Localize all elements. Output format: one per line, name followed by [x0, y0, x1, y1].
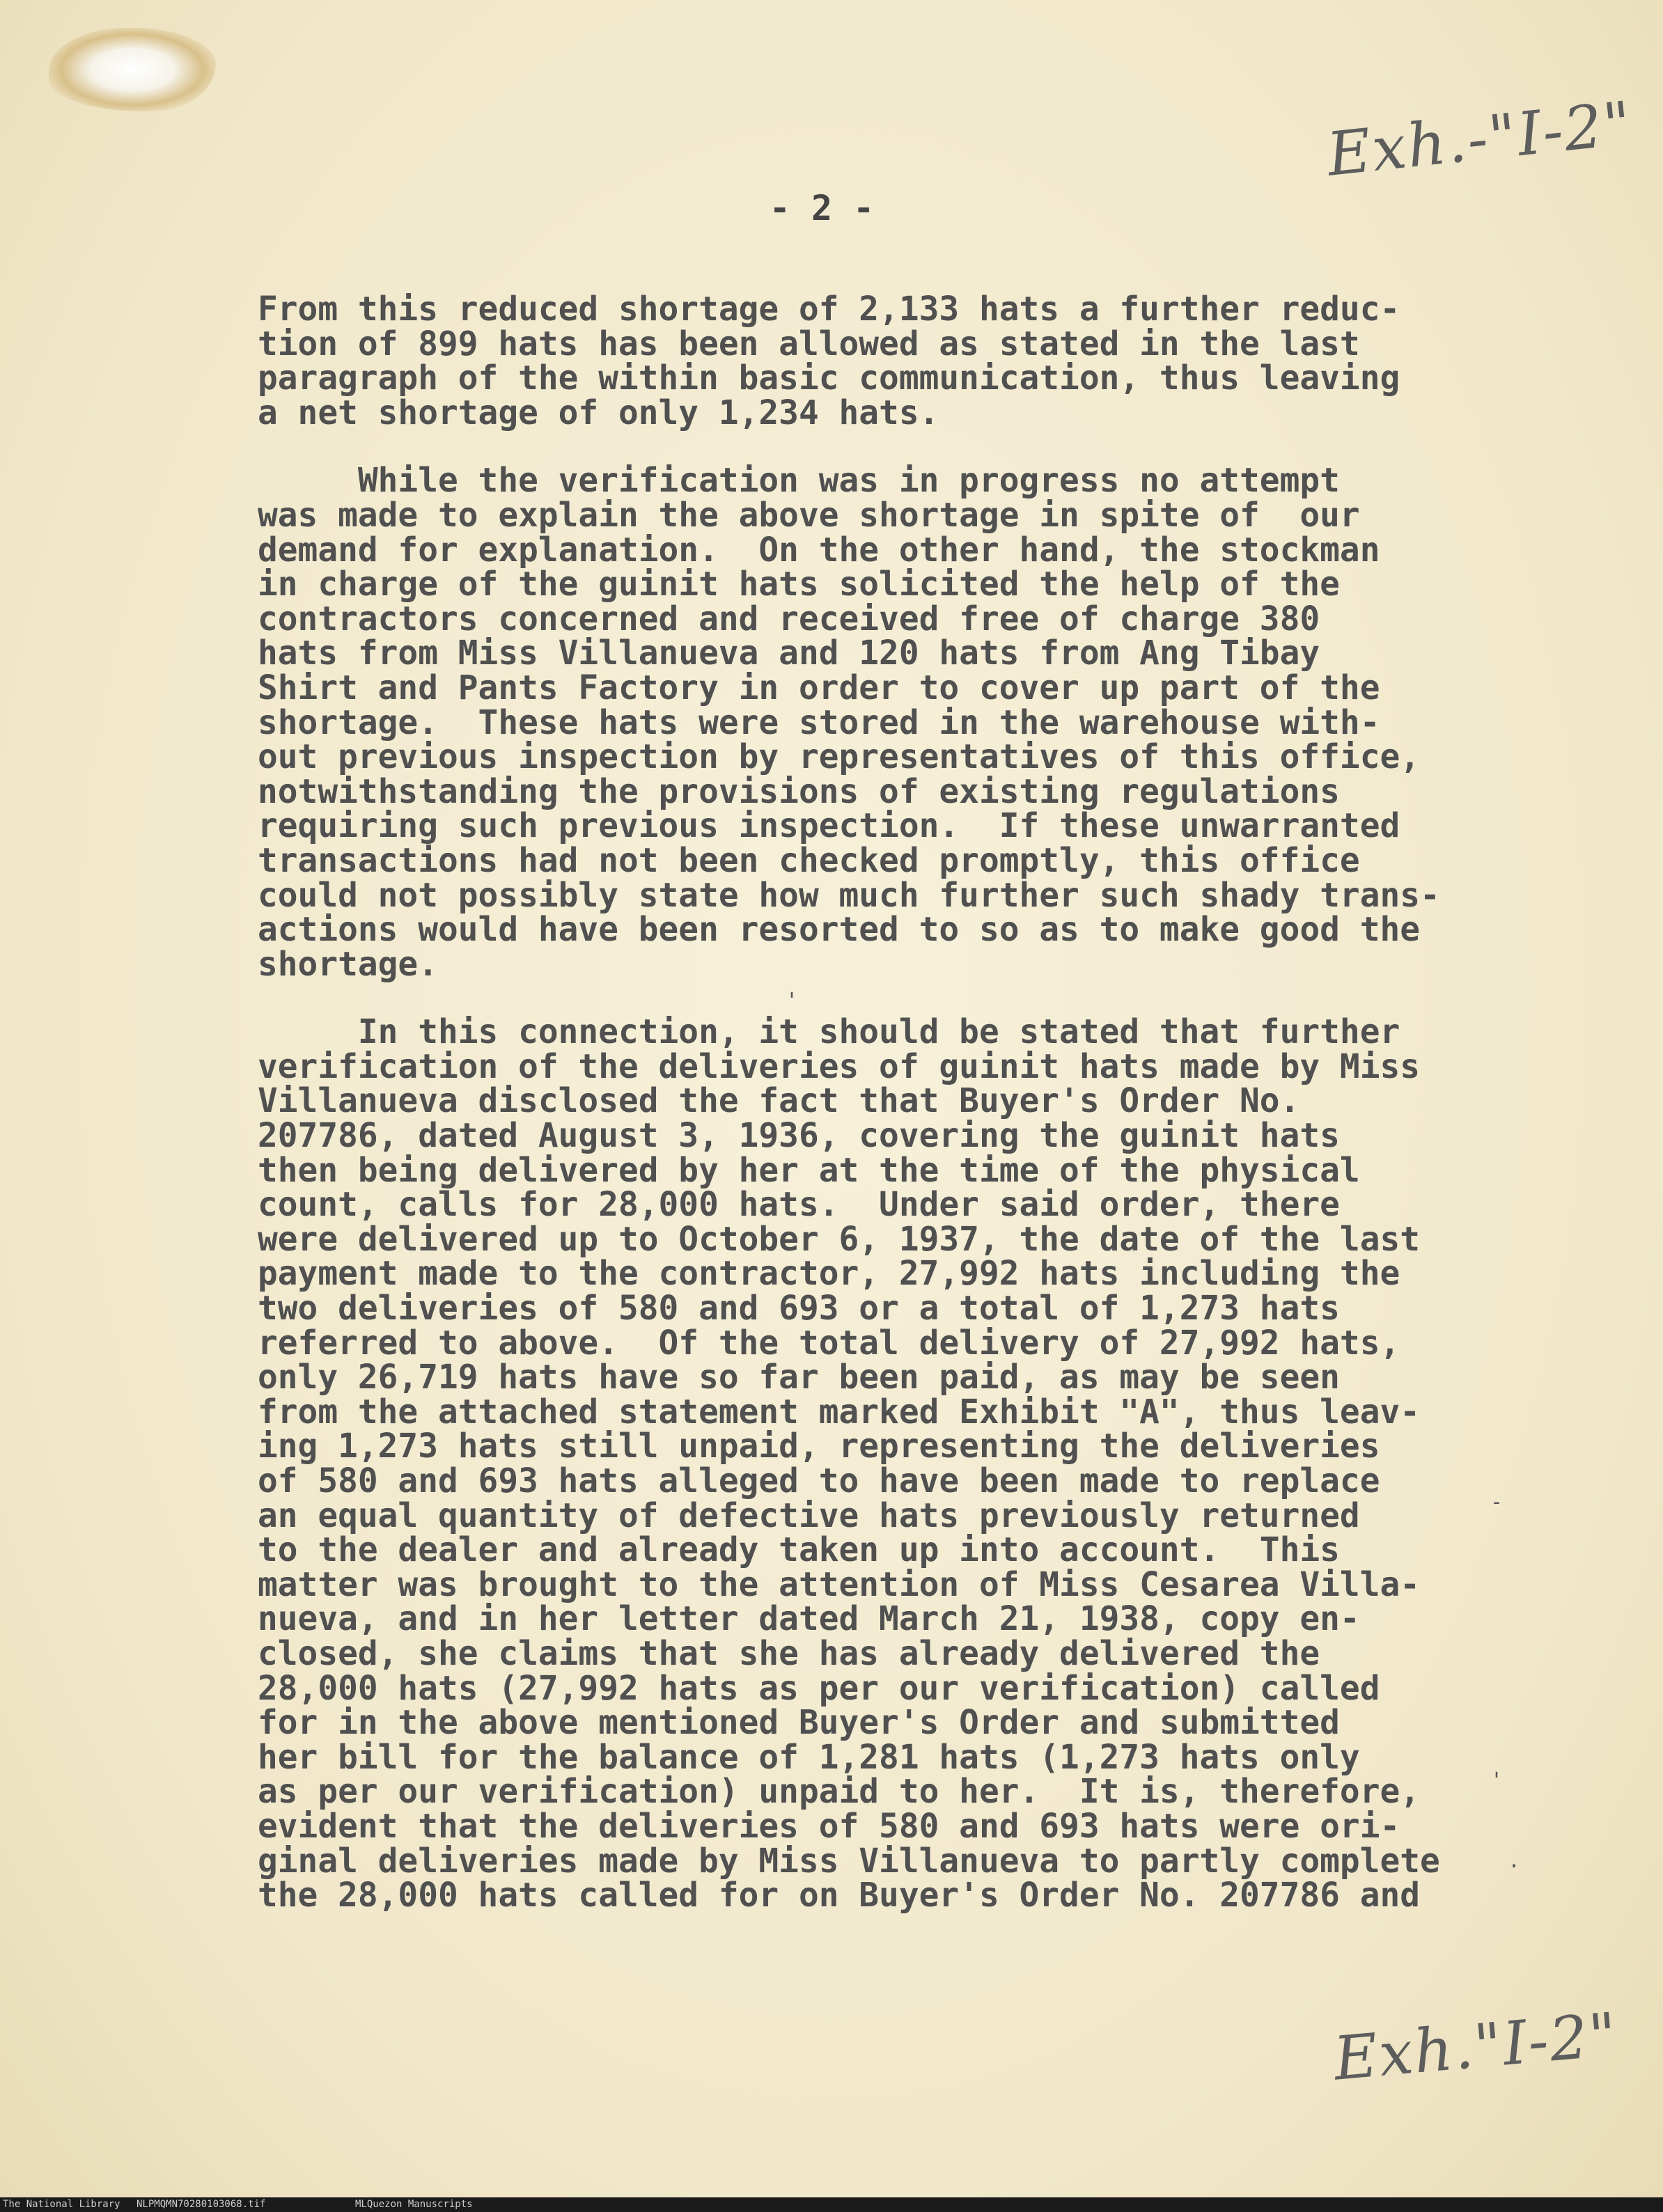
text-line: Villanueva disclosed the fact that Buyer's Order No.	[258, 1082, 1300, 1121]
text-line: paragraph of the within basic communication, thus leaving	[258, 359, 1400, 398]
text-line: to the dealer and already taken up into account. This	[258, 1531, 1340, 1570]
paragraph-2	[258, 464, 1483, 982]
text-line: as per our verification) unpaid to her. It is, therefore,	[258, 1773, 1421, 1812]
text-line: payment made to the contractor, 27,992 hats including the	[258, 1255, 1400, 1294]
text-line: demand for explanation. On the other hand, the stockman	[258, 531, 1380, 570]
text-line: notwithstanding the provisions of existing regulations	[258, 772, 1340, 811]
text-line: were delivered up to October 6, 1937, the date of the last	[258, 1220, 1421, 1259]
handwritten-exhibit-label-top: Exh.-"I-2"	[1323, 88, 1636, 190]
text-line: ing 1,273 hats still unpaid, representing the deliveries	[258, 1427, 1380, 1466]
text-line: transactions had not been checked promptly, this office	[258, 841, 1360, 880]
burn-damage	[49, 28, 216, 111]
stray-mark: -	[1490, 1490, 1504, 1514]
text-line: only 26,719 hats have so far been paid, as may be seen	[258, 1358, 1340, 1397]
text-line: From this reduced shortage of 2,133 hats a further reduc-	[258, 290, 1400, 329]
text-line: 207786, dated August 3, 1936, covering the guinit hats	[258, 1117, 1340, 1156]
text-line: evident that the deliveries of 580 and 693 hats were ori-	[258, 1807, 1400, 1846]
text-line: from the attached statement marked Exhibit "A", thus leav-	[258, 1393, 1421, 1431]
text-line: an equal quantity of defective hats previously returned	[258, 1496, 1360, 1535]
stray-mark: '	[786, 989, 799, 1013]
text-line: two deliveries of 580 and 693 or a total of 1,273 hats	[258, 1289, 1340, 1328]
text-line: then being delivered by her at the time of the physical	[258, 1151, 1360, 1190]
text-line: While the verification was in progress no attempt	[258, 462, 1340, 501]
paragraph-1	[258, 292, 1483, 430]
footer-file: NLPMQMN70280103068.tif	[136, 2199, 266, 2210]
text-line: shortage.	[258, 945, 438, 984]
typed-body	[258, 292, 1483, 1947]
page-number: - 2 -	[769, 188, 875, 228]
text-line: ginal deliveries made by Miss Villanueva to partly complete	[258, 1842, 1440, 1881]
text-line: actions would have been resorted to so as to make good the	[258, 911, 1421, 950]
text-line: count, calls for 28,000 hats. Under said order, there	[258, 1186, 1340, 1225]
text-line: of 580 and 693 hats alleged to have been made to replace	[258, 1462, 1380, 1500]
text-line: shortage. These hats were stored in the warehouse with-	[258, 703, 1380, 742]
text-line: verification of the deliveries of guinit hats made by Miss	[258, 1047, 1421, 1086]
stray-mark: '	[1490, 1768, 1504, 1793]
scan-footer	[0, 2197, 1663, 2212]
text-line: In this connection, it should be stated that further	[258, 1013, 1400, 1052]
text-line: 28,000 hats (27,992 hats as per our verification) called	[258, 1669, 1380, 1708]
text-line: the 28,000 hats called for on Buyer's Order No. 207786 and	[258, 1876, 1421, 1915]
text-line: could not possibly state how much further such shady trans-	[258, 876, 1440, 915]
text-line: her bill for the balance of 1,281 hats (1,273 hats only	[258, 1738, 1360, 1777]
text-line: out previous inspection by representatives of this office,	[258, 738, 1421, 777]
text-line: requiring such previous inspection. If these unwarranted	[258, 807, 1400, 846]
handwritten-exhibit-label-bottom: Exh."I-2"	[1331, 2000, 1621, 2094]
text-line: nueva, and in her letter dated March 21, 1938, copy en-	[258, 1600, 1360, 1639]
text-line: Shirt and Pants Factory in order to cover up part of the	[258, 668, 1380, 707]
text-line: for in the above mentioned Buyer's Order and submitted	[258, 1704, 1340, 1743]
text-line: matter was brought to the attention of Miss Cesarea Villa-	[258, 1565, 1421, 1604]
text-line: a net shortage of only 1,234 hats.	[258, 393, 939, 432]
text-line: contractors concerned and received free of charge 380	[258, 599, 1320, 638]
text-line: in charge of the guinit hats solicited the help of the	[258, 565, 1340, 604]
text-line: was made to explain the above shortage in spite of our	[258, 496, 1360, 535]
footer-library: The National Library	[3, 2199, 120, 2210]
stray-mark: .	[1508, 1849, 1521, 1873]
footer-collection: MLQuezon Manuscripts	[355, 2199, 473, 2210]
text-line: hats from Miss Villanueva and 120 hats from Ang Tibay	[258, 634, 1320, 673]
text-line: tion of 899 hats has been allowed as stated in the last	[258, 324, 1360, 363]
text-line: closed, she claims that she has already delivered the	[258, 1634, 1320, 1673]
paragraph-3	[258, 1015, 1483, 1913]
text-line: referred to above. Of the total delivery of 27,992 hats,	[258, 1324, 1400, 1363]
